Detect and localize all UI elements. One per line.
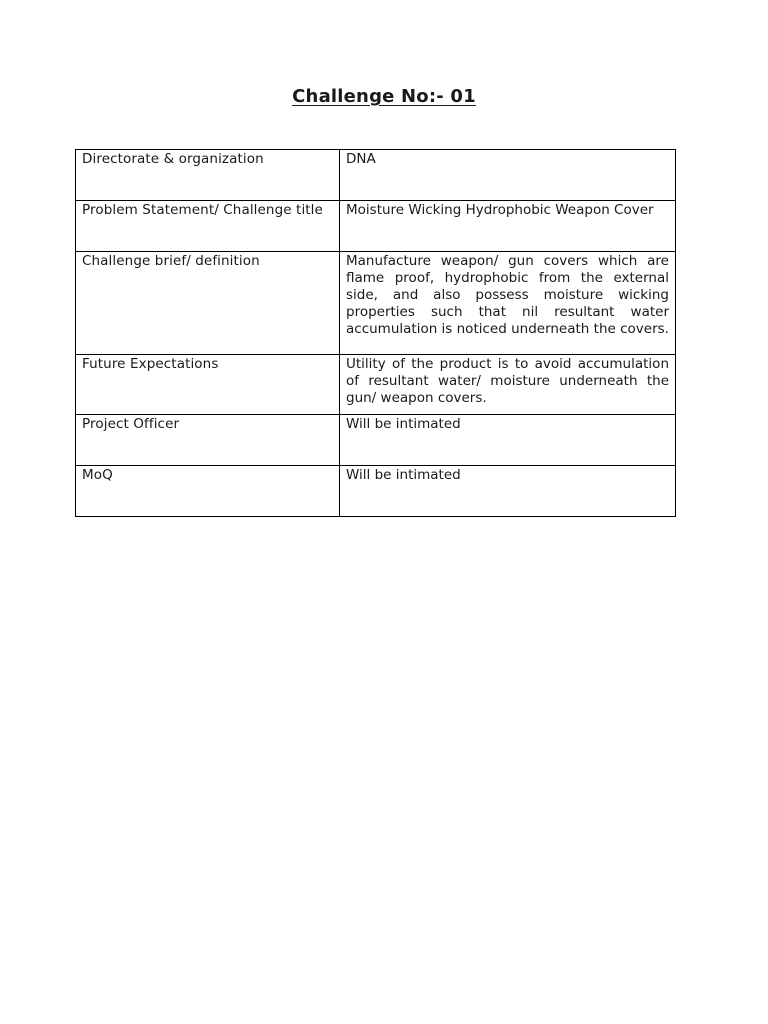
table-cell-value: Will be intimated	[340, 466, 676, 517]
table-row-future-expectations	[76, 355, 676, 415]
challenge-details-table	[75, 149, 676, 517]
table-row-directorate	[76, 150, 676, 201]
table-cell-value: Manufacture weapon/ gun covers which are flame proof, hydrophobic from the external side, and also possess moisture wicking properties such that nil resultant water accumulation is noticed underneath the covers.	[340, 252, 676, 355]
table-cell-value: Moisture Wicking Hydrophobic Weapon Cover	[340, 201, 676, 252]
table-cell-value: Will be intimated	[340, 415, 676, 466]
table-row-challenge-brief	[76, 252, 676, 355]
table-cell-value: Utility of the product is to avoid accumulation of resultant water/ moisture underneath the gun/ weapon covers.	[340, 355, 676, 415]
table-row-problem-statement	[76, 201, 676, 252]
table-cell-label: Problem Statement/ Challenge title	[76, 201, 340, 252]
table-cell-value: DNA	[340, 150, 676, 201]
page-title: Challenge No:- 01	[292, 86, 476, 107]
table-row-project-officer	[76, 415, 676, 466]
table-cell-label: MoQ	[76, 466, 340, 517]
table-cell-label: Project Officer	[76, 415, 340, 466]
table-cell-label: Directorate & organization	[76, 150, 340, 201]
table-cell-label: Challenge brief/ definition	[76, 252, 340, 355]
table-cell-label: Future Expectations	[76, 355, 340, 415]
table-row-moq	[76, 466, 676, 517]
